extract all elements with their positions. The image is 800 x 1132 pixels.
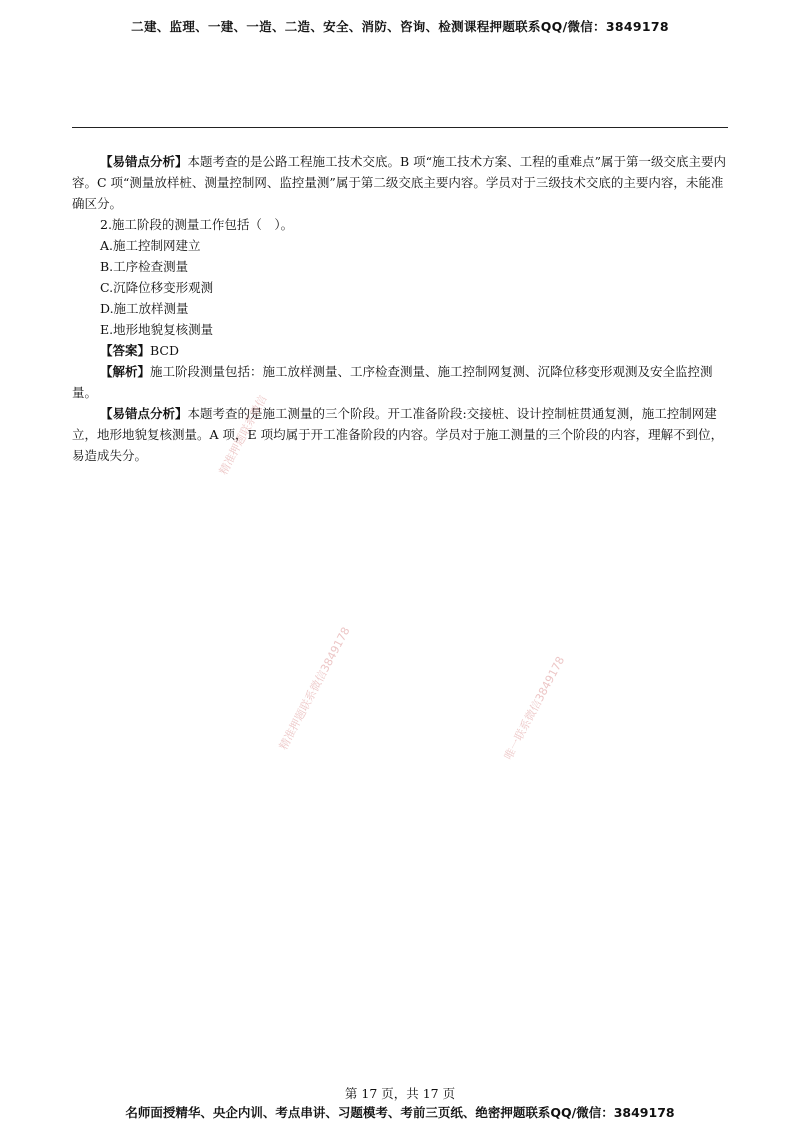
analysis-tag: 【易错点分析】 xyxy=(100,154,188,169)
watermark: 唯一联系微信3849178 xyxy=(501,654,568,763)
page-header: 二建、监理、一建、一造、二造、安全、消防、咨询、检测课程押题联系QQ/微信：3849178 xyxy=(131,19,669,34)
header-divider xyxy=(72,127,728,128)
option-d: D.施工放样测量 xyxy=(100,301,189,316)
watermark: 精准押题联系微信3849178 xyxy=(276,624,353,753)
watermark: 精准押题联系微信 xyxy=(216,393,270,478)
analysis-text: 本题考查的是施工测量的三个阶段。开工准备阶段:交接桩、设计控制桩贯通复测，施工控制网建立，地形地貌复核测量。A 项，E 项均属于开工准备阶段的内容。学员对于施工测量的三个阶段的内容，理解不到位，易造成失分。 xyxy=(72,406,724,463)
answer-tag: 【答案】 xyxy=(100,343,151,358)
explanation-tag: 【解析】 xyxy=(100,364,151,379)
question-stem: 2.施工阶段的测量工作包括（ ）。 xyxy=(100,217,294,232)
answer-value: BCD xyxy=(150,343,180,358)
analysis-text: 本题考查的是公路工程施工技术交底。B 项“施工技术方案、工程的重难点”属于第一级交底主要内容。C 项“测量放样桩、测量控制网、监控量测”属于第二级交底主要内容。学员对于三级技术交底的主要内容，未能准确区分。 xyxy=(72,154,726,211)
option-c: C.沉降位移变形观测 xyxy=(100,280,214,295)
explanation-text: 施工阶段测量包括：施工放样测量、工序检查测量、施工控制网复测、沉降位移变形观测及安全监控测量。 xyxy=(72,364,713,400)
analysis-paragraph-1 xyxy=(72,151,728,214)
analysis-tag: 【易错点分析】 xyxy=(100,406,188,421)
option-b: B.工序检查测量 xyxy=(100,259,189,274)
explanation-paragraph xyxy=(72,361,728,403)
option-a: A.施工控制网建立 xyxy=(100,238,201,253)
answer-line xyxy=(72,340,728,361)
document-body xyxy=(72,151,728,466)
page-number: 第 17 页，共 17 页 xyxy=(344,1086,456,1101)
option-e: E.地形地貌复核测量 xyxy=(100,322,214,337)
analysis-paragraph-2 xyxy=(72,403,728,466)
page-footer: 名师面授精华、央企内训、考点串讲、习题模考、考前三页纸、绝密押题联系QQ/微信：3849178 xyxy=(125,1105,675,1120)
